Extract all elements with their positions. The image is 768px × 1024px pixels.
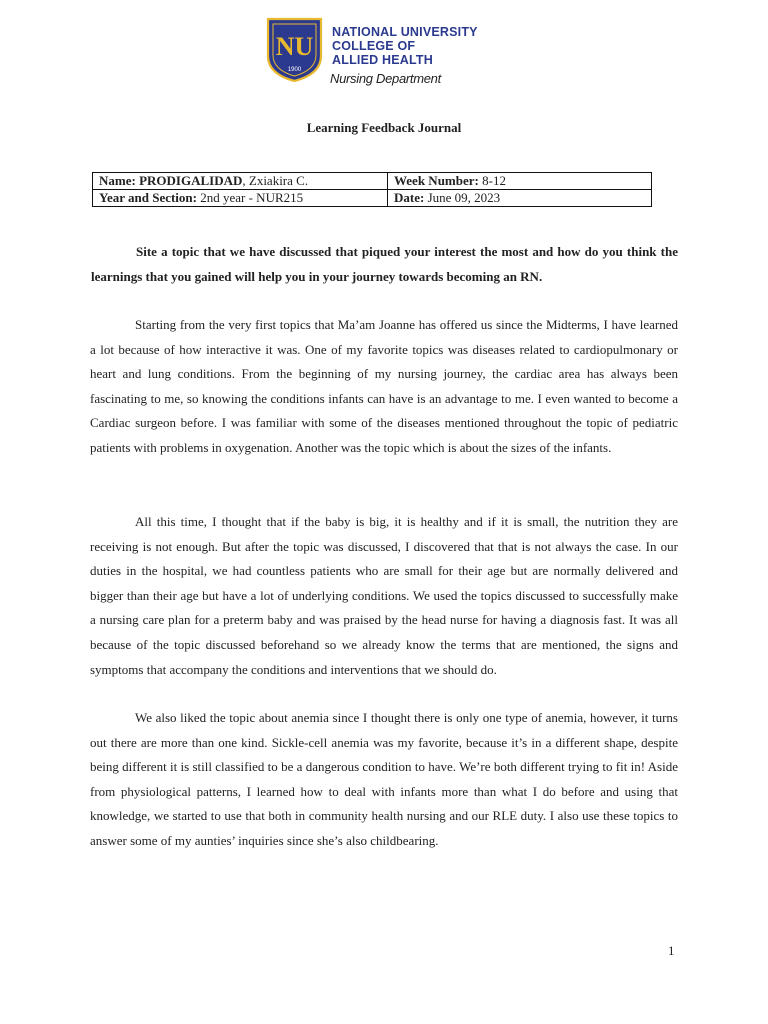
year-section-label: Year and Section:: [99, 190, 197, 205]
student-info-table: [92, 172, 652, 207]
year-section-cell: [93, 190, 388, 207]
department-name: Nursing Department: [330, 71, 441, 86]
body-paragraph-3: We also liked the topic about anemia since I thought there is only one type of anemia, however, it turns out there are more than one kind. Sickle-cell anemia was my favorite, because it’s in a different shape, despite being different it is still classified to be a dangerous condition to have. We’re both different trying to fit in! Aside from physiological patterns, I learned how to deal with infants more than what I do before and using that knowledge, we started to use that both in community health nursing and our RLE duty. I also use these topics to answer some of my aunties’ inquiries since she’s also childbearing.: [90, 710, 678, 848]
info-row: [93, 190, 652, 207]
org-line-3: ALLIED HEALTH: [332, 53, 433, 67]
name-cell: [93, 173, 388, 190]
journal-prompt: Site a topic that we have discussed that piqued your interest the most and how do you think the learnings that you gained will help you in your journey towards becoming an RN.: [91, 244, 678, 284]
date-value: June 09, 2023: [424, 190, 501, 205]
year-section-value: 2nd year - NUR215: [196, 190, 304, 205]
organization-name: [332, 25, 478, 67]
week-value: 8-12: [478, 173, 506, 188]
seal-monogram: NU: [275, 32, 314, 61]
national-university-seal-icon: [266, 16, 323, 82]
week-label: Week Number:: [394, 173, 479, 188]
body-paragraph-1: Starting from the very first topics that Ma’am Joanne has offered us since the Midterms, I have learned a lot because of how interactive it was. One of my favorite topics was diseases related to cardiopulmonary or heart and lung conditions. From the beginning of my nursing journey, the cardiac area has always been fascinating to me, so knowing the conditions infants can have is an advantage to me. I even wanted to become a Cardiac surgeon before. I was familiar with some of the diseases mentioned throughout the topic of pediatric patients with problems in oxygenation. Another was the topic which is about the sizes of the infants.: [90, 317, 678, 455]
document-header: [266, 16, 506, 86]
name-label: Name:: [99, 173, 136, 188]
date-label: Date:: [394, 190, 425, 205]
info-row: [93, 173, 652, 190]
surname: PRODIGALIDAD: [139, 173, 243, 188]
given-name: , Zxiakira C.: [242, 173, 309, 188]
org-line-1: NATIONAL UNIVERSITY: [332, 25, 478, 39]
seal-year: 1900: [287, 67, 302, 73]
body-paragraph-2: All this time, I thought that if the baby is big, it is healthy and if it is small, the nutrition they are receiving is not enough. But after the topic was discussed, I discovered that that is not always the case. In our duties in the hospital, we had countless patients who are small for their age but are normally delivered and bigger than their age but have a lot of underlying conditions. We used the topics discussed to successfully make a nursing care plan for a preterm baby and was praised by the head nurse for having a diagnosis fast. It was all because of the topic discussed beforehand so we already know the terms that are mentioned, the signs and symptoms that accompany the conditions and interventions that we should do.: [90, 514, 678, 677]
page-number: 1: [668, 943, 675, 958]
week-cell: [388, 173, 652, 190]
org-line-2: COLLEGE OF: [332, 39, 416, 53]
date-cell: [388, 190, 652, 207]
document-title: Learning Feedback Journal: [306, 120, 462, 135]
